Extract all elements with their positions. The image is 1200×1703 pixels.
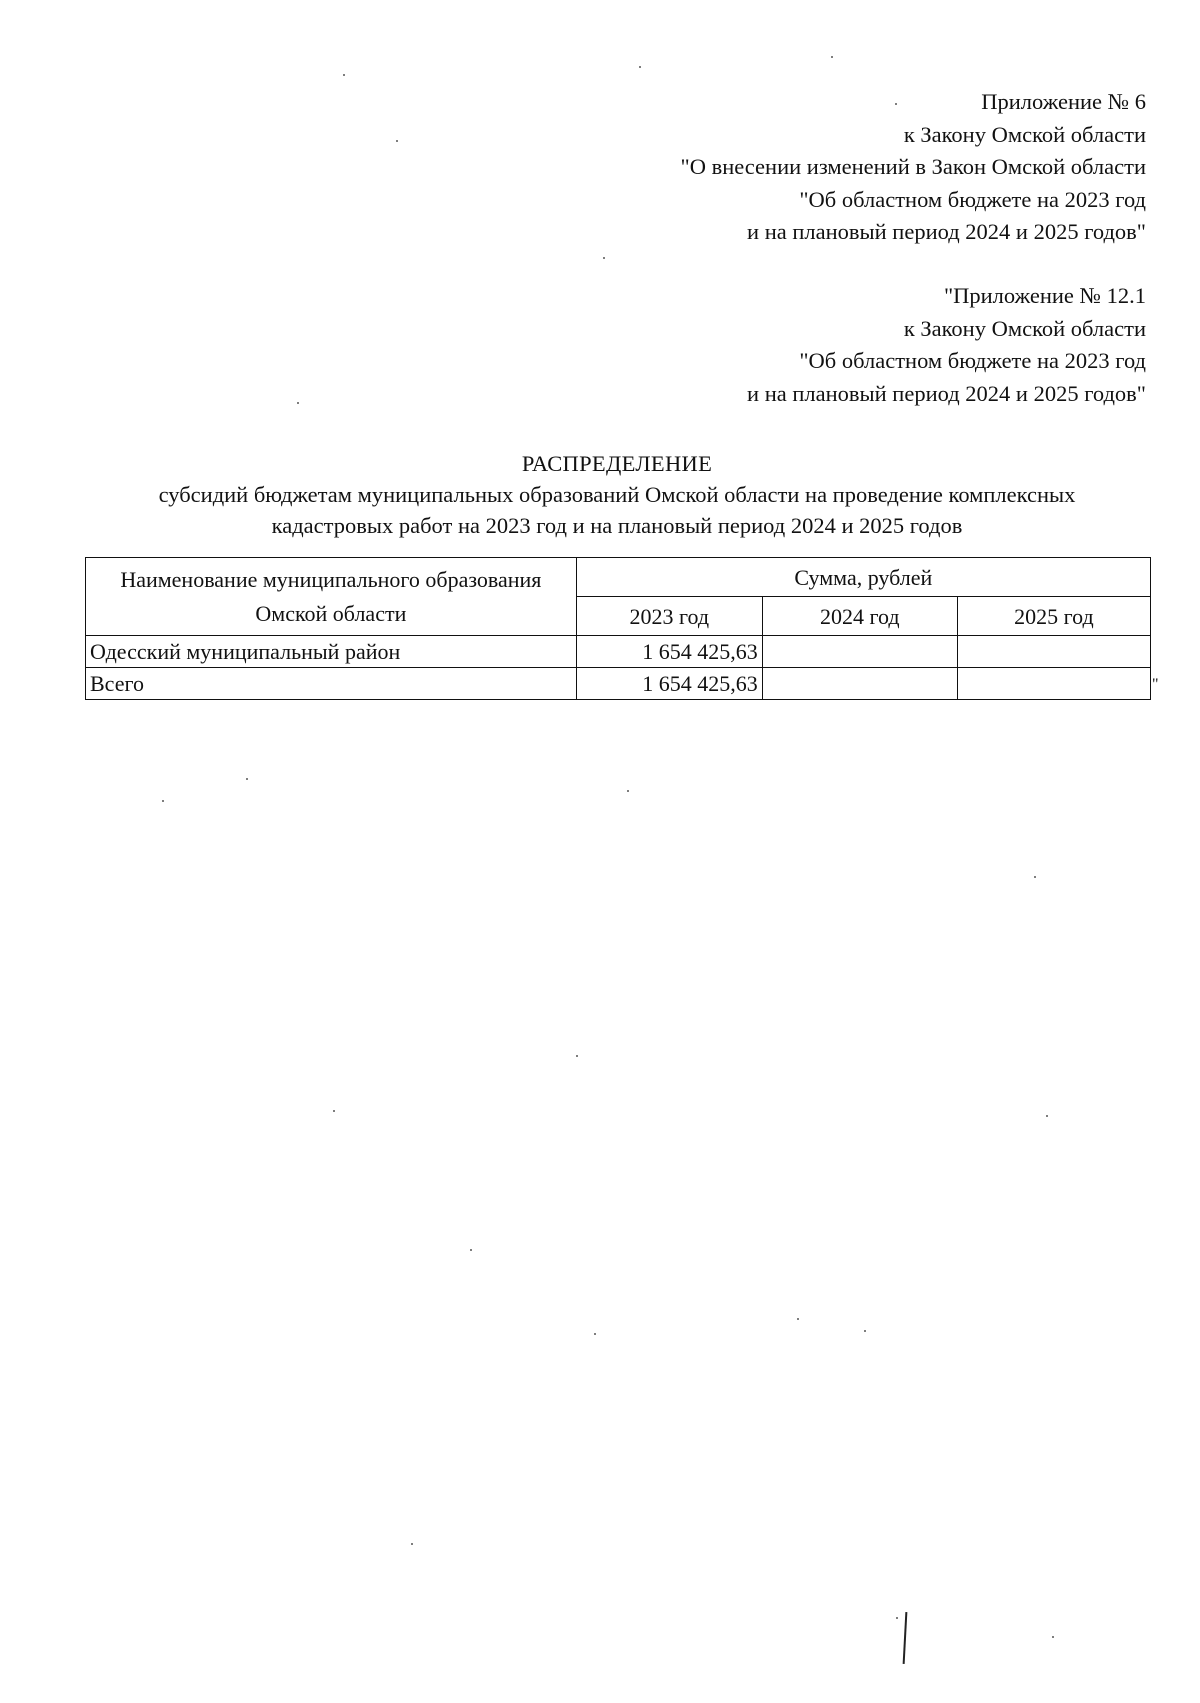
scan-speck — [639, 66, 641, 68]
scan-speck — [162, 800, 164, 802]
appendix-header-line: к Закону Омской области — [903, 121, 1146, 147]
row-total-label: Всего — [86, 668, 577, 700]
appendix-inner-header-line: "Приложение № 12.1 — [943, 283, 1146, 308]
row-total-2025 — [957, 668, 1150, 700]
appendix-header-line: и на плановый период 2024 и 2025 годов" — [747, 219, 1146, 244]
scan-speck — [297, 402, 299, 404]
scan-speck — [603, 257, 605, 259]
row-value-2024 — [762, 636, 957, 668]
table-header-row — [86, 558, 1151, 597]
scan-speck — [1046, 1115, 1048, 1117]
scan-speck — [896, 1617, 898, 1619]
scan-speck — [343, 74, 345, 76]
scan-speck — [333, 1110, 335, 1112]
scan-speck — [594, 1333, 596, 1335]
scan-speck — [396, 140, 398, 142]
row-total-2024 — [762, 668, 957, 700]
header-municipality-name: Наименование муниципального образования Омской области — [86, 558, 577, 636]
scan-speck — [1034, 876, 1036, 878]
appendix-inner-header-line: "Об областном бюджете на 2023 год — [799, 348, 1146, 373]
appendix-inner-header-line: и на плановый период 2024 и 2025 годов" — [747, 380, 1146, 406]
scan-speck — [470, 1249, 472, 1251]
closing-quote-mark: " — [1152, 676, 1159, 693]
appendix-header-line: "О внесении изменений в Закон Омской области — [680, 154, 1146, 179]
scan-line-mark — [903, 1612, 908, 1664]
document-subtitle-line: кадастровых работ на 2023 год и на плановый период 2024 и 2025 годов — [271, 513, 963, 538]
table-row — [86, 636, 1151, 668]
scan-speck — [246, 778, 248, 780]
row-value-2025 — [957, 636, 1150, 668]
appendix-header-line: Приложение № 6 — [981, 89, 1146, 114]
header-sum: Сумма, рублей — [576, 558, 1150, 597]
row-total-2023: 1 654 425,63 — [576, 668, 762, 700]
row-value-2023: 1 654 425,63 — [576, 636, 762, 668]
document-title-block — [84, 448, 1150, 541]
header-year-2025: 2025 год — [957, 597, 1150, 636]
appendix-header-line: "Об областном бюджете на 2023 год — [799, 186, 1146, 212]
distribution-table — [85, 557, 1151, 700]
scan-speck — [831, 56, 833, 58]
scan-speck — [797, 1318, 799, 1320]
appendix-header — [681, 86, 1146, 249]
appendix-inner-header-line: к Закону Омской области — [903, 315, 1146, 341]
scan-speck — [411, 1543, 413, 1545]
scan-speck — [895, 103, 897, 105]
table-row-total — [86, 668, 1151, 700]
document-subtitle-line: субсидий бюджетам муниципальных образований Омской области на проведение комплексных — [158, 482, 1076, 507]
scan-speck — [576, 1055, 578, 1057]
document-title: РАСПРЕДЕЛЕНИЕ — [521, 451, 713, 476]
scan-speck — [864, 1330, 866, 1332]
row-municipality-name: Одесский муниципальный район — [86, 636, 577, 668]
scan-speck — [627, 790, 629, 792]
scan-speck — [1052, 1636, 1054, 1638]
header-year-2024: 2024 год — [762, 597, 957, 636]
header-year-2023: 2023 год — [576, 597, 762, 636]
appendix-inner-header — [747, 280, 1146, 410]
